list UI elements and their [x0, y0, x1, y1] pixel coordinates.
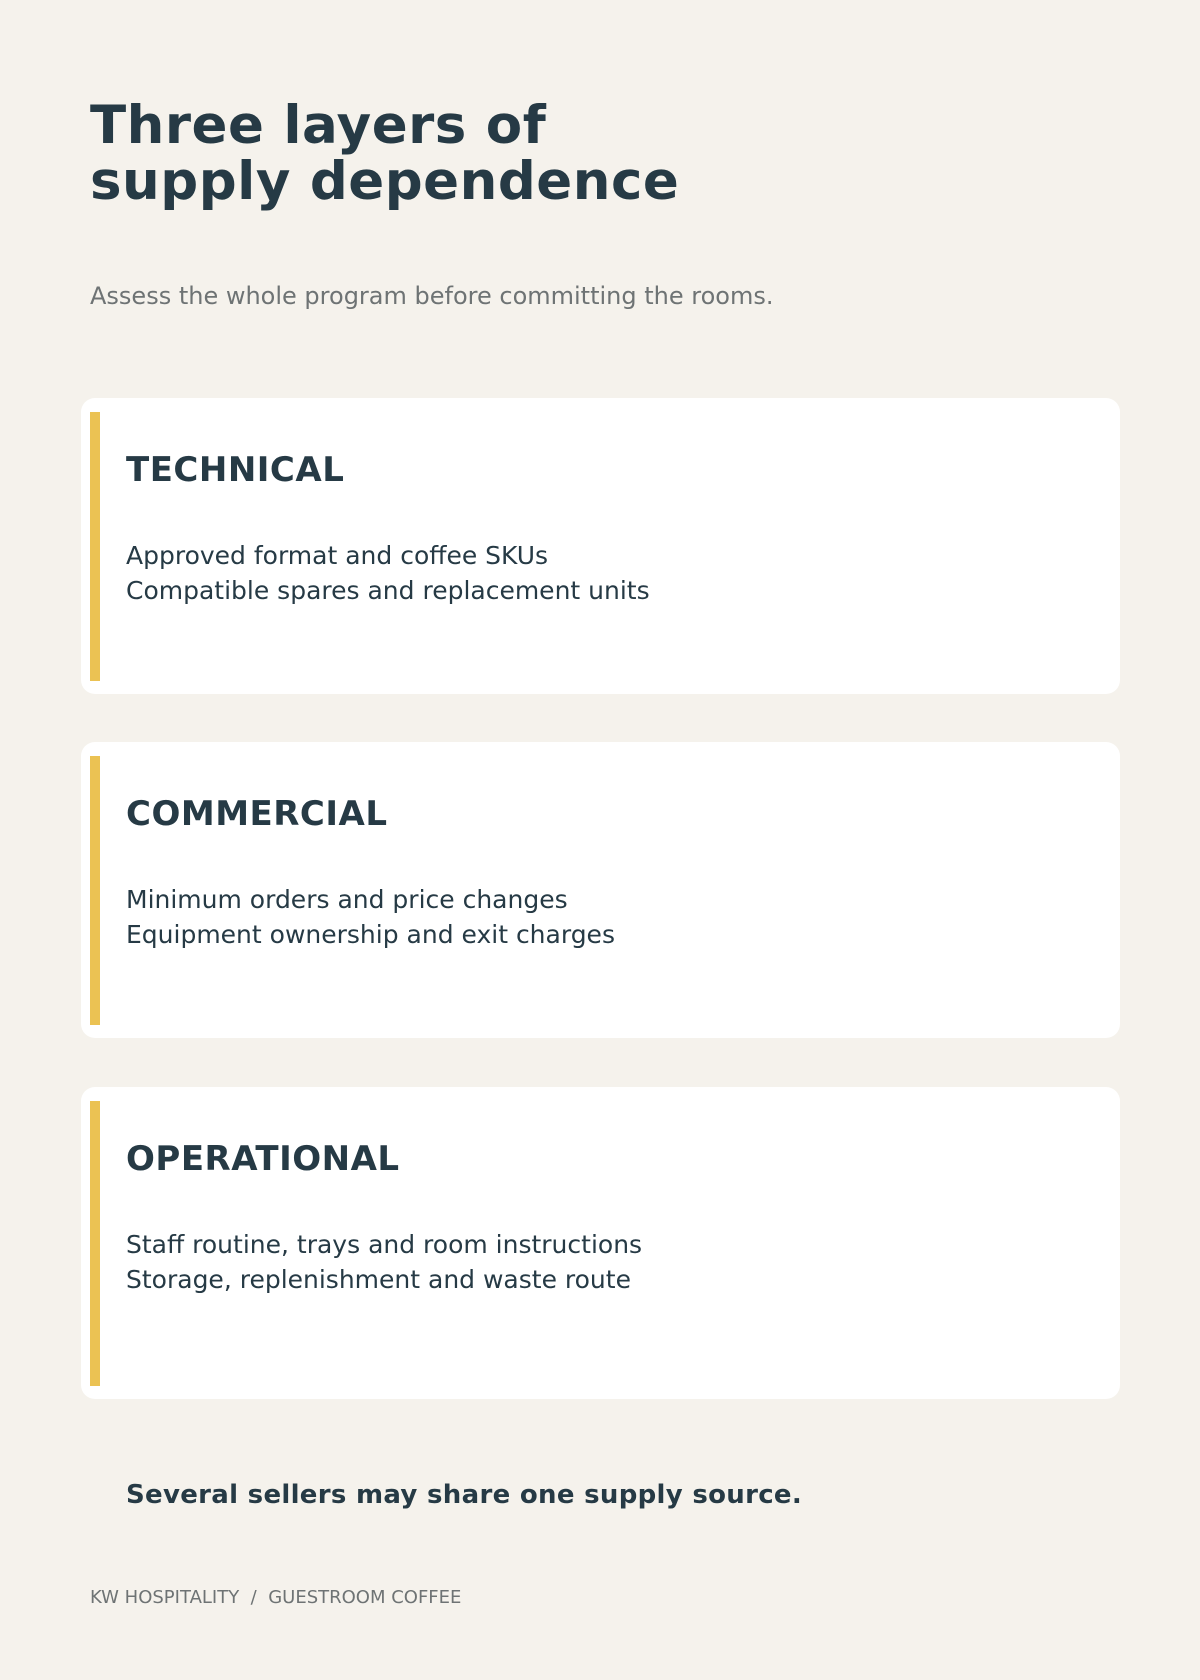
card-commercial — [81, 742, 1120, 1038]
footer-brand: KW HOSPITALITY — [90, 1587, 240, 1608]
page-title-line-2: supply dependence — [90, 151, 680, 212]
footer — [90, 1586, 461, 1610]
card-item-list — [126, 1227, 642, 1297]
page-title-line-1: Three layers of — [90, 95, 547, 156]
card-item: Minimum orders and price changes — [126, 885, 568, 914]
page-title — [90, 95, 680, 212]
page-subtitle: Assess the whole program before committing the rooms. — [90, 282, 774, 310]
card-item: Approved format and coffee SKUs — [126, 541, 549, 570]
card-item-list — [126, 538, 650, 608]
card-accent-bar — [90, 1101, 100, 1386]
card-item: Equipment ownership and exit charges — [126, 920, 615, 949]
card-accent-bar — [90, 412, 100, 681]
card-operational — [81, 1087, 1120, 1399]
card-accent-bar — [90, 756, 100, 1025]
card-item: Storage, replenishment and waste route — [126, 1265, 631, 1294]
footer-separator: / — [250, 1587, 257, 1608]
card-item: Staff routine, trays and room instructions — [126, 1230, 643, 1259]
card-heading: TECHNICAL — [126, 450, 345, 490]
card-technical — [81, 398, 1120, 694]
card-heading: OPERATIONAL — [126, 1139, 400, 1179]
card-heading: COMMERCIAL — [126, 794, 388, 834]
footer-section: GUESTROOM COFFEE — [268, 1587, 462, 1608]
card-item: Compatible spares and replacement units — [126, 576, 650, 605]
card-item-list — [126, 882, 615, 952]
takeaway-statement: Several sellers may share one supply source. — [126, 1480, 803, 1510]
